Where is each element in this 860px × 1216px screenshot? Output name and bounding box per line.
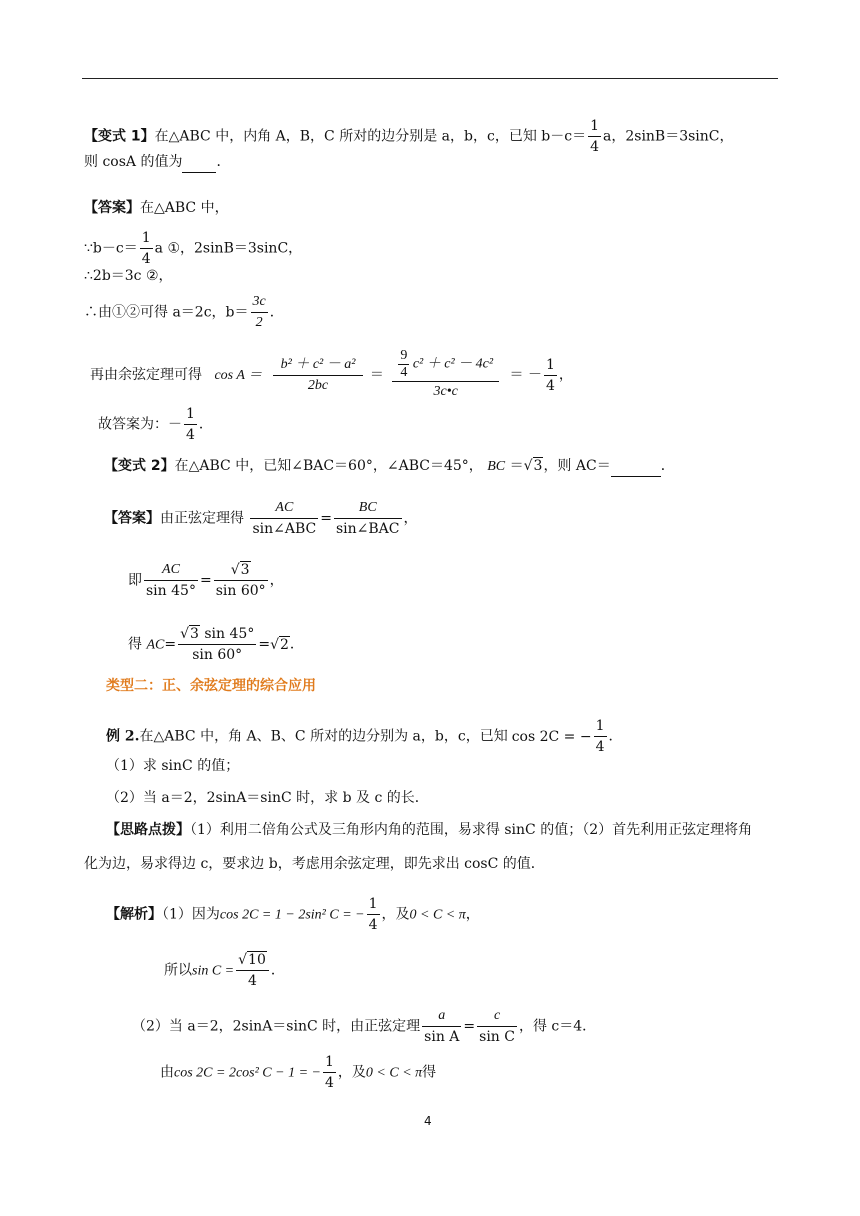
solution-fraction4 [323,1052,336,1093]
answer1-text2a: ∵b－c＝ [84,240,138,257]
answer2-text2: 即 [128,572,142,589]
question2: （2）当 a＝2，2sinA＝sinC 时，求 b 及 c 的长． [106,790,429,806]
fraction-numerator: 1 [140,228,153,249]
fraction-numerator: AC [144,560,198,581]
solution-line3 [132,1006,596,1047]
sine-fraction-45 [144,560,198,601]
fraction-denominator: 2bc [307,377,329,393]
hint-line1 [106,820,752,840]
sinc-fraction [236,950,269,991]
radicand: 3 [240,562,250,578]
sine-rule-fraction1 [250,498,318,539]
solution-text4: 由 [160,1064,174,1081]
answer1-text4b: ． [269,304,284,321]
line-end: ， [465,906,480,923]
equals-sign: = [164,636,177,653]
solution-text3b: ，得 c＝4． [518,1018,597,1035]
answer1-line2 [84,228,302,269]
variant2-end: ． [660,458,675,474]
variant1-fraction [588,116,601,157]
fraction-numerator: 1 [594,716,607,737]
equals-sign: = [199,572,212,589]
page-number: 4 [424,1114,432,1128]
fraction-numerator: a [422,1006,461,1027]
answer2-text3: 得 [128,636,142,653]
fraction-numerator: 9 [400,348,408,363]
example2-fraction [594,716,607,757]
answer1-text4a: ∴由①②可得 a＝2c，b＝ [84,304,249,321]
equals-minus: ＝ － [509,367,542,383]
fraction-denominator: 4 [325,1075,334,1091]
answer1-text6a: 故答案为：－ [98,416,182,433]
answer1-line4 [84,292,284,333]
variant1-line2 [84,152,230,173]
radicand: 3 [533,458,543,474]
variant1-tag: 【变式 1】 [84,128,155,145]
line-end: 得 [422,1064,437,1081]
radicand: 3 [190,626,199,642]
fraction-denominator: 4 [400,365,408,380]
equals-sign: ＝ [369,367,384,383]
answer2-tag: 【答案】 [104,510,160,527]
answer2-text1: 由正弦定理得 [160,510,244,527]
answer1-line3 [84,266,173,286]
fraction-numerator-rest: sin 45° [204,626,255,642]
fraction-numerator: 1 [184,404,197,425]
line-end: ， [269,572,284,589]
sinc-expr: sin C = [192,963,235,979]
variant2-line [104,456,675,477]
fraction-numerator: b² ＋ c² － a² [273,355,364,376]
fraction-numerator: 3c [251,292,268,313]
variant2-text2: ，则 AC＝ [543,458,611,474]
hint-line2: 化为边，易求得边 c，要求边 b，考虑用余弦定理，即先求出 cosC 的值． [84,856,545,872]
solution-fraction1 [367,894,380,935]
variant2-text1: 在△ABC 中，已知∠BAC＝60°，∠ABC＝45°， [174,458,483,474]
solution-line2 [164,950,285,991]
answer1-text2b: a ①，2sinB＝3sinC， [154,240,303,257]
answer-blank [611,456,661,477]
sine-fraction-60 [214,560,268,601]
equals-sign: = [463,1018,476,1035]
fraction-numerator: c [477,1006,517,1027]
fraction-numerator: 1 [323,1052,336,1073]
fraction-numerator: AC [250,498,318,519]
solution-line4 [160,1052,436,1093]
fraction-denominator: 2 [255,315,263,330]
line-end: ， [403,510,418,527]
answer1-line6 [98,404,213,445]
ac-symbol: AC [146,637,165,653]
cosine-fraction1 [273,355,364,396]
fraction-denominator: 4 [545,377,555,394]
line-end: ． [270,962,285,979]
answer-blank [182,152,216,173]
answer1-line1 [84,198,229,218]
solution-tag: 【解析】 [106,906,162,923]
solution-text2: 所以 [164,962,192,979]
cos2c-identity: cos 2C = 1 − 2sin² C = − [219,907,365,923]
variant1-end: ． [216,154,231,170]
fraction-denominator: 4 [368,917,378,933]
answer1-text3: ∴2b＝3c ②， [84,268,173,284]
fraction-denominator: 4 [141,251,151,267]
fraction-numerator-rest: c² ＋ c² － 4c² [412,356,494,372]
answer2-line3 [128,624,304,665]
cosine-result-fraction [544,355,557,396]
cosine-fraction2 [392,348,499,402]
sqrt-2: √2 [270,636,289,653]
hint-text1: （1）利用二倍角公式及三角形内角的范围，易求得 sinC 的值；（2）首先利用正弦定理将角 [190,822,753,838]
answer1-text1: 在△ABC 中， [140,200,229,216]
variant1-line1 [84,116,734,157]
sine-rule-a [422,1006,461,1047]
answer1-final-fraction [184,404,197,445]
equals-sign: = [258,636,271,653]
variant1-text3: 则 cosA 的值为 [84,154,183,170]
answer1-tag: 【答案】 [84,200,140,216]
fraction-numerator: 1 [367,894,380,915]
fraction-denominator: sin∠BAC [335,521,400,537]
fraction-numerator: 1 [544,355,557,376]
variant1-text1: 在△ABC 中，内角 A，B，C 所对的边分别是 a，b，c，已知 b－c＝ [154,128,587,145]
fraction-denominator: sin C [479,1029,515,1045]
example2-tag: 例 2. [106,728,140,745]
variant2-tag: 【变式 2】 [104,458,175,474]
ac-fraction [178,624,256,665]
answer2-line2 [128,560,284,601]
hint-tag: 【思路点拨】 [106,822,190,838]
line-end: ， [558,367,573,383]
nested-fraction [398,348,409,381]
equals-sign: = [320,510,332,527]
sine-rule-c [477,1006,517,1047]
solution-line1 [106,894,480,935]
fraction-denominator: sin 60° [215,583,266,599]
fraction-denominator: sin 45° [146,583,196,599]
cos2c-double-angle: cos 2C = 2cos² C − 1 = − [174,1065,321,1081]
solution-text3: （2）当 a＝2，2sinA＝sinC 时，由正弦定理 [132,1018,421,1035]
example2-text: 在△ABC 中，角 A、B、C 所对的边分别为 a，b，c，已知 [139,728,508,745]
question1: （1）求 sinC 的值； [106,758,240,774]
angle-range: 0 < C < π [409,907,466,923]
fraction-numerator: BC [334,498,402,519]
section-heading: 类型二：正、余弦定理的综合应用 [106,678,316,694]
solution-text1: （1）因为 [162,906,220,923]
fraction-denominator: sin∠ABC [252,521,317,537]
cos-a-expr: cos A ＝ [214,368,263,383]
fraction-denominator: 4 [248,973,257,989]
answer2-line1 [104,498,418,539]
fraction-denominator: sin A [424,1029,460,1045]
header-rule [82,78,778,79]
angle-range: 0 < C < π [365,1065,423,1081]
cosine-rule-intro: 再由余弦定理可得 [90,367,202,383]
solution-text4b: ，及 [337,1064,366,1081]
sqrt-3: √3 [230,562,250,578]
radicand: 2 [279,636,289,653]
equals-sign: ＝ [509,458,524,474]
fraction-denominator: sin 60° [192,647,243,663]
fraction-denominator: 4 [595,739,605,755]
answer1-fraction1 [140,228,153,269]
sqrt-10: √10 [238,952,266,968]
variant1-text2: a，2sinB＝3sinC， [603,128,734,145]
bc-symbol: BC [487,459,506,474]
answer1-fraction2 [251,292,268,333]
fraction-denominator: 4 [186,427,195,443]
sine-rule-fraction2 [334,498,402,539]
solution-text1b: ，及 [381,906,410,923]
sqrt-3: √3 [180,626,199,642]
fraction-denominator: 4 [590,139,599,155]
fraction-denominator: 3c•c [433,384,458,399]
sqrt-3: √3 [523,458,543,474]
line-end: ． [289,636,304,653]
cos2c-expr: cos 2C = − [511,728,592,745]
example2-line [106,716,623,757]
fraction-numerator: 1 [588,116,601,137]
answer1-text6b: ． [198,416,213,433]
answer1-line5 [90,348,573,402]
line-end: ． [608,728,623,745]
radicand: 10 [248,952,266,968]
